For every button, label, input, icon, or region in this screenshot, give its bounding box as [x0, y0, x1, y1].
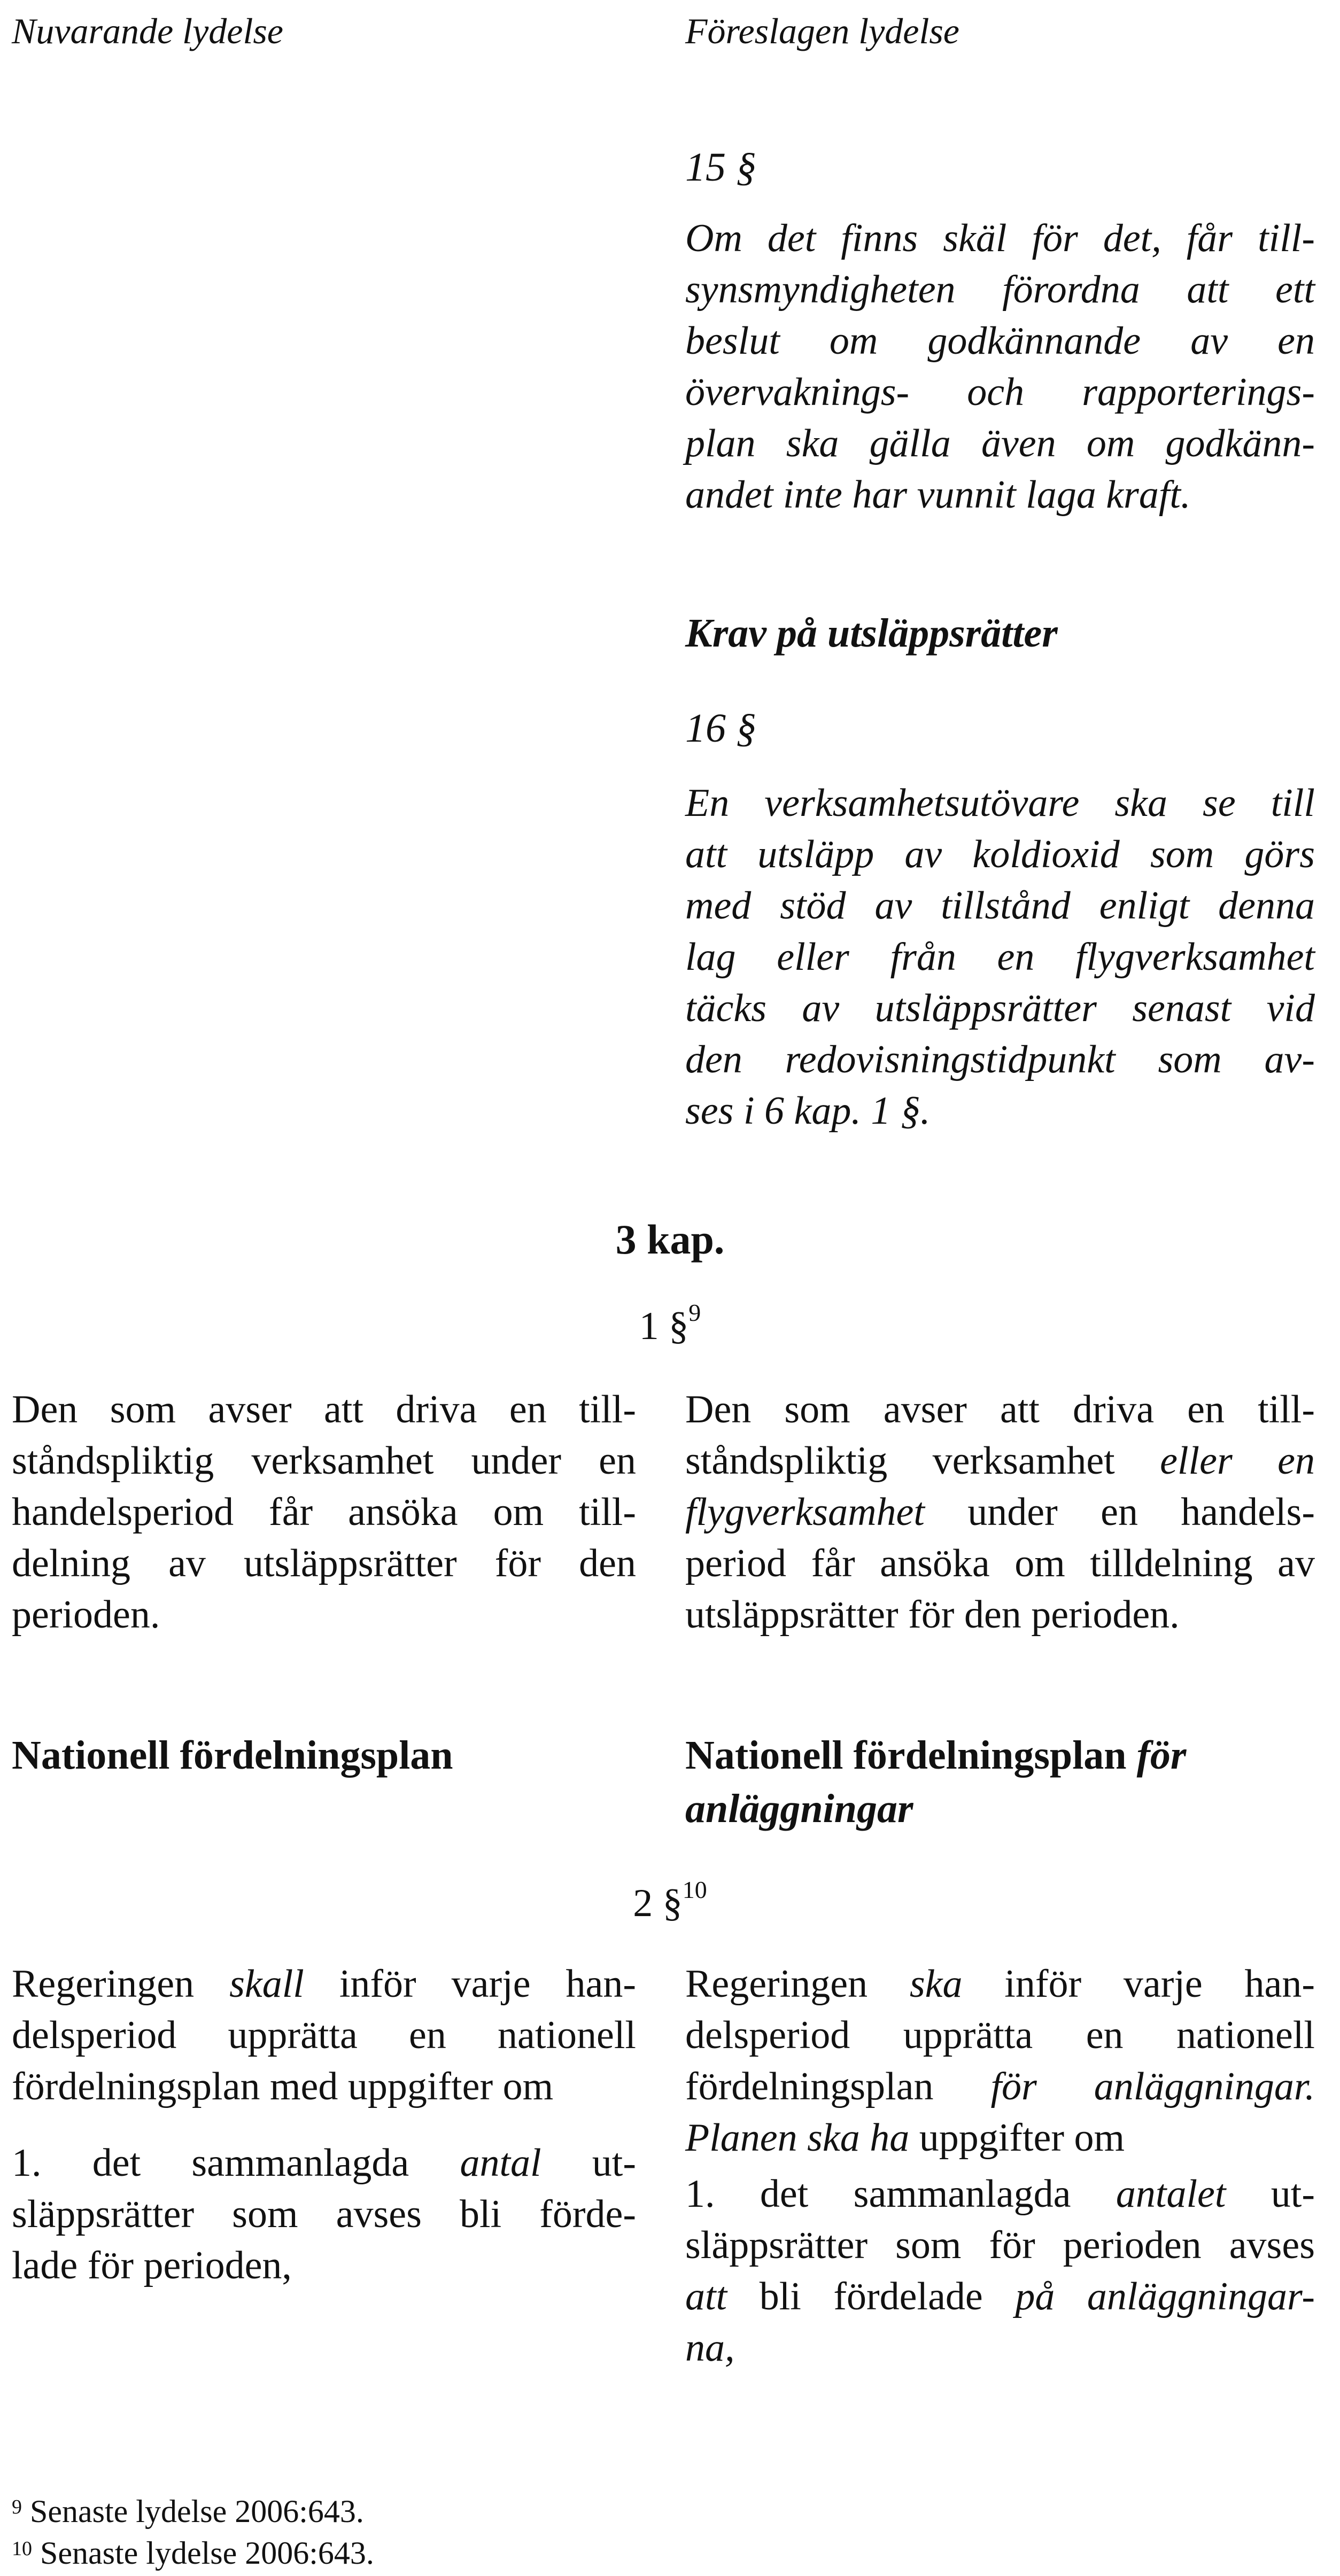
paragraph-2-current [12, 1958, 636, 2112]
text-line: Regeringen ska inför varje han- [685, 1962, 1315, 2006]
text-line: handelsperiod får ansöka om till- [12, 1490, 636, 1534]
paragraph-1-label: 1 §$^9$ [639, 1299, 701, 1348]
text-line: plan ska gälla även om godkänn- [685, 422, 1315, 465]
text-line: ståndspliktig verksamhet eller en [685, 1439, 1315, 1483]
text-line: synsmyndigheten förordna att ett [685, 268, 1315, 312]
text-line: delsperiod upprätta en nationell [12, 2013, 636, 2057]
text-line: ses i 6 kap. 1 §. [685, 1089, 931, 1133]
header-proposed-wording: Föreslagen lydelse [685, 11, 959, 51]
krav-heading: Krav på utsläppsrätter [685, 611, 1058, 656]
text-line: andet inte har vunnit laga kraft. [685, 473, 1191, 517]
text-line: med stöd av tillstånd enligt denna [685, 884, 1315, 928]
text-line: En verksamhetsutövare ska se till [685, 781, 1315, 825]
paragraph-2-proposed [685, 1958, 1315, 2163]
text-line: släppsrätter som avses bli förde- [12, 2192, 636, 2236]
paragraph-1-current [12, 1384, 636, 1640]
text-line: den redovisningstidpunkt som av- [685, 1038, 1315, 1081]
text-line: fördelningsplan med uppgifter om [12, 2065, 554, 2108]
paragraph-1-proposed [685, 1384, 1315, 1640]
footnote-ref: 10 [682, 1876, 707, 1903]
text-line: utsläppsrätter för den perioden. [685, 1593, 1180, 1637]
chapter-heading: 3 kap. [615, 1216, 725, 1263]
section-16-label: 16 § [685, 706, 756, 751]
text-line: period får ansöka om tilldelning av [685, 1542, 1315, 1585]
text-line: beslut om godkännande av en [685, 319, 1315, 363]
text-line: na, [685, 2326, 735, 2370]
text-line: släppsrätter som för perioden avses [685, 2223, 1315, 2267]
paragraph-2-proposed-item-1 [685, 2168, 1315, 2373]
text-line: 1. det sammanlagda antalet ut- [685, 2172, 1315, 2216]
footnote-10: $^{10}$ Senaste lydelse 2006:643. [12, 2535, 374, 2571]
text-line: täcks av utsläppsrätter senast vid [685, 986, 1315, 1030]
paragraph-2-label: 2 §$^{10}$ [633, 1876, 707, 1925]
text-line: lag eller från en flygverksamhet [685, 935, 1315, 979]
footnote-9: $^9$ Senaste lydelse 2006:643. [12, 2494, 364, 2529]
nat-heading-current: Nationell fördelningsplan [12, 1733, 453, 1778]
text-line: Planen ska ha uppgifter om [685, 2116, 1125, 2160]
text-line: delsperiod upprätta en nationell [685, 2013, 1315, 2057]
text-line: delning av utsläppsrätter för den [12, 1542, 636, 1585]
section-16-text [685, 777, 1315, 1137]
text-line: perioden. [12, 1593, 160, 1637]
text-line: lade för perioden, [12, 2244, 292, 2287]
text-line: Den som avser att driva en till- [685, 1388, 1315, 1431]
text-line: att bli fördelade på anläggningar- [685, 2275, 1315, 2318]
text-line: fördelningsplan för anläggningar. [685, 2065, 1315, 2108]
text-line: övervaknings- och rapporterings- [685, 370, 1315, 414]
text-line: Regeringen skall inför varje han- [12, 1962, 636, 2006]
nat-heading-proposed: Nationell fördelningsplan för anläggningar [685, 1733, 1187, 1831]
text-line: att utsläpp av koldioxid som görs [685, 832, 1315, 876]
text-line: Den som avser att driva en till- [12, 1388, 636, 1431]
text-line: 1. det sammanlagda antal ut- [12, 2141, 637, 2185]
text-line: flygverksamhet under en handels- [685, 1490, 1315, 1534]
text-line: Om det finns skäl för det, får till- [685, 216, 1315, 260]
text-line: ståndspliktig verksamhet under en [12, 1439, 636, 1483]
section-15-label: 15 § [685, 145, 756, 190]
paragraph-2-current-item-1 [12, 2137, 636, 2291]
footnote-ref: 9 [688, 1299, 701, 1326]
header-current-wording: Nuvarande lydelse [12, 11, 283, 51]
section-15-text [685, 213, 1315, 520]
